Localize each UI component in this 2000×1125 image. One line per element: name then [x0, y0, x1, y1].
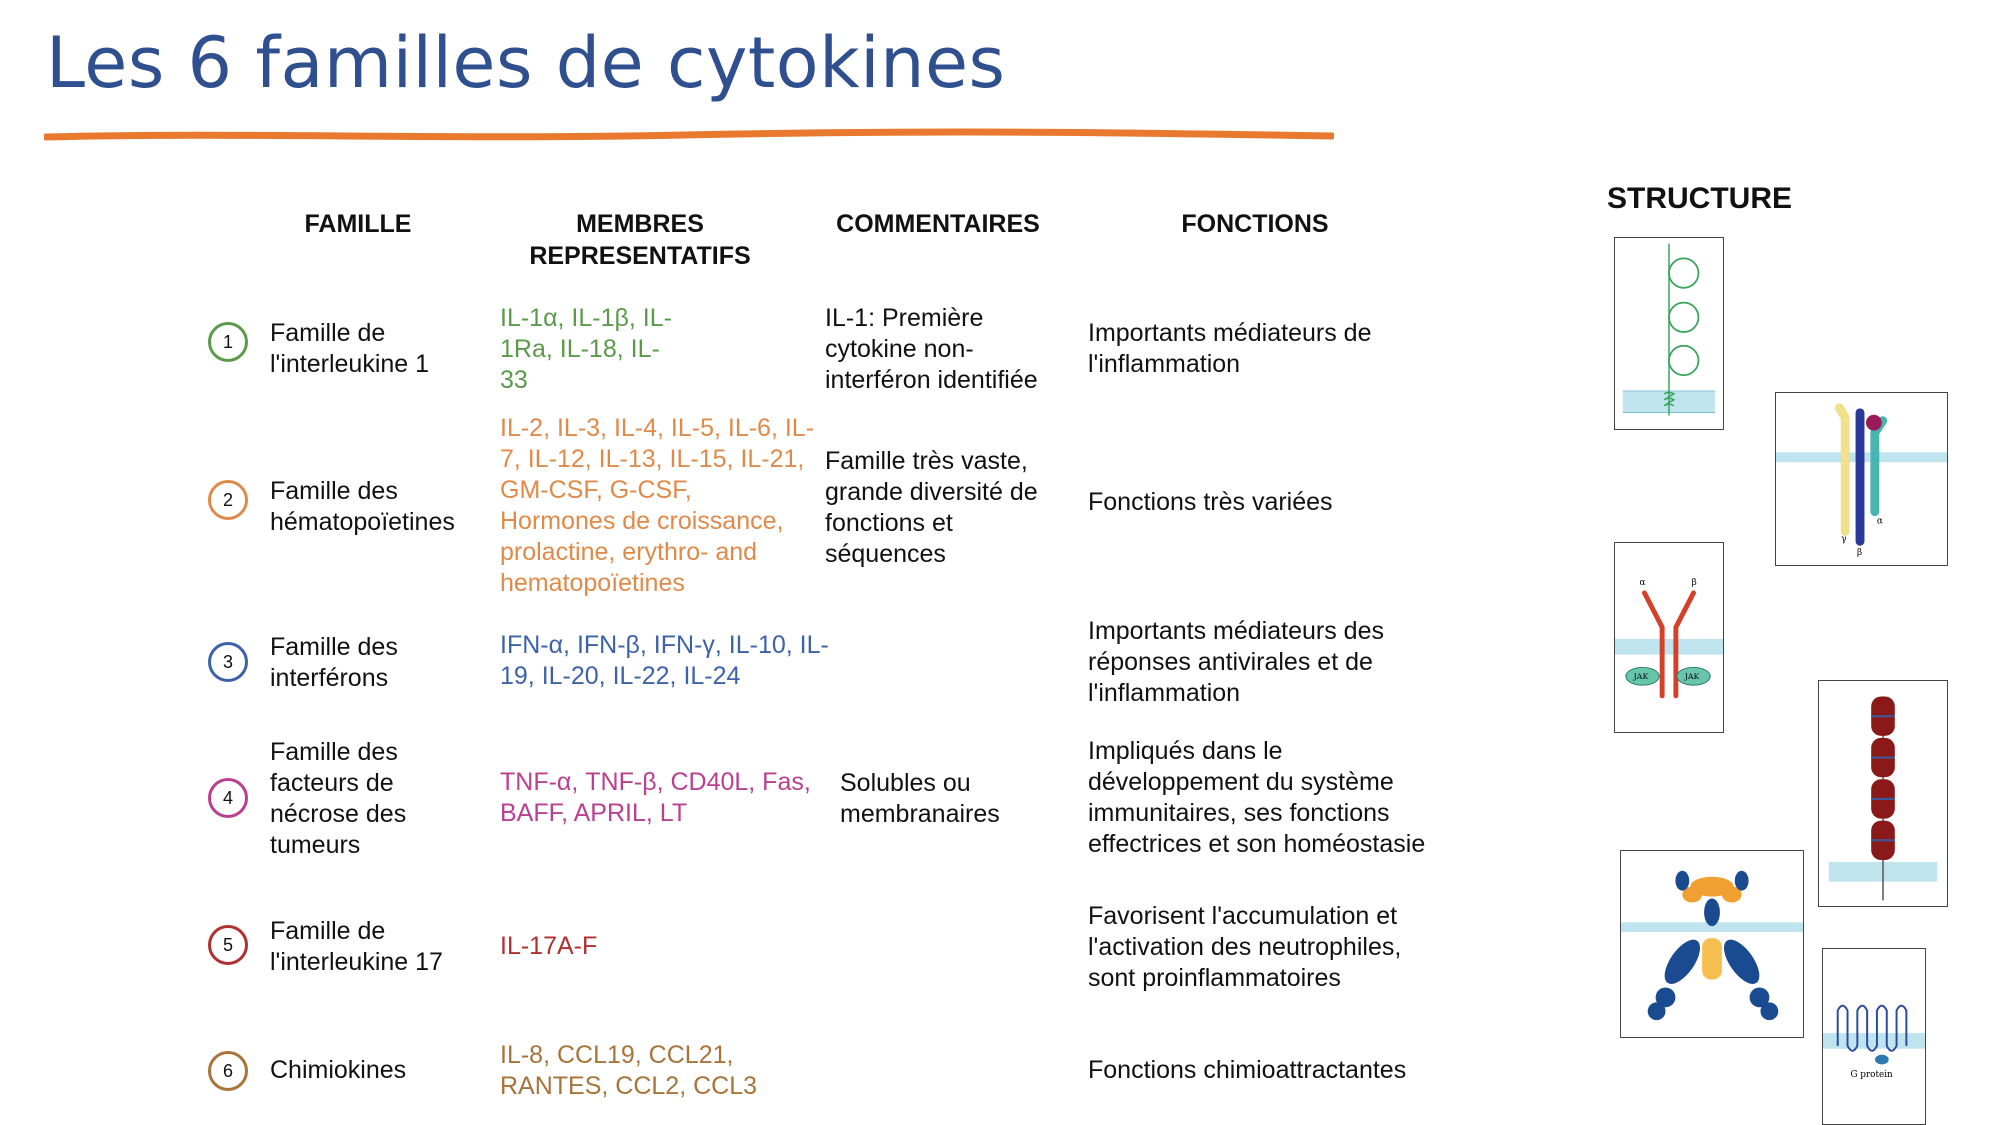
row-2-family-line: Famille des — [270, 477, 398, 505]
row-3-function-line: réponses antivirales et de — [1088, 648, 1373, 676]
row-5-family — [270, 916, 443, 978]
row-3-family-line: interférons — [270, 664, 389, 692]
row-3-function-line: Importants médiateurs des — [1088, 617, 1384, 645]
row-4-family-line: Famille des — [270, 738, 398, 766]
row-2-members — [500, 413, 814, 599]
row-6-members — [500, 1040, 757, 1102]
row-1-members-line: IL-1α, IL-1β, IL- — [500, 304, 672, 332]
row-1-comment-line: IL-1: Première — [825, 304, 984, 332]
label-jak-left: JAK — [1633, 672, 1649, 682]
row-2-family-line: hématopoïetines — [270, 508, 455, 536]
row-1-family-line: Famille de — [270, 319, 386, 347]
row-6-family — [270, 1055, 406, 1086]
row-5-members — [500, 931, 597, 962]
row-3-members-line: 19, IL-20, IL-22, IL-24 — [500, 662, 741, 690]
row-3-family-line: Famille des — [270, 633, 398, 661]
row-1-family-line: l'interleukine 1 — [270, 350, 430, 378]
row-2-members-line: IL-2, IL-3, IL-4, IL-5, IL-6, IL- — [500, 414, 815, 442]
row-6-members-line: IL-8, CCL19, CCL21, — [500, 1041, 734, 1069]
row-4-members — [500, 767, 811, 829]
row-3-members — [500, 630, 829, 692]
row-1-family — [270, 318, 429, 380]
label-alpha: α — [1876, 516, 1883, 527]
structure-chemokine-receptor-image — [1822, 948, 1926, 1125]
row-5-function-line: l'activation des neutrophiles, — [1088, 933, 1402, 961]
row-2-members-line: hematopoïetines — [500, 569, 685, 597]
row-2-members-line: Hormones de croissance, — [500, 507, 784, 535]
row-1-members-line: 1Ra, IL-18, IL- — [500, 335, 660, 363]
row-4-function-line: effectrices et son homéostasie — [1088, 830, 1426, 858]
row-5-family-line: Famille de — [270, 917, 386, 945]
row-3-family — [270, 632, 398, 694]
row-4-family — [270, 737, 406, 861]
row-6-function — [1088, 1055, 1406, 1086]
row-1-function-line: Importants médiateurs de — [1088, 319, 1372, 347]
label-alpha-ifn: α — [1639, 577, 1646, 588]
row-1-comment-line: cytokine non- — [825, 335, 974, 363]
title-underline — [44, 128, 1334, 144]
row-5-function-line: Favorisent l'accumulation et — [1088, 902, 1398, 930]
row-4-family-line: tumeurs — [270, 831, 361, 859]
row-4-family-line: facteurs de — [270, 769, 394, 797]
row-2-members-line: GM-CSF, G-CSF, — [500, 476, 692, 504]
row-4-comment — [840, 768, 1000, 830]
row-6-members-line: RANTES, CCL2, CCL3 — [500, 1072, 758, 1100]
header-fonctions: FONCTIONS — [1181, 210, 1329, 238]
structure-il17-receptor-image — [1620, 850, 1804, 1038]
row-4-function — [1088, 736, 1425, 860]
label-beta-ifn: β — [1691, 577, 1697, 588]
row-3-function — [1088, 616, 1384, 709]
label-gamma: γ — [1841, 534, 1847, 545]
header-famille: FAMILLE — [304, 210, 412, 238]
header-membres-line1: MEMBRES — [576, 210, 704, 238]
row-number-6: 6 — [208, 1051, 248, 1091]
row-1-members — [500, 303, 672, 396]
row-1-function-line: l'inflammation — [1088, 350, 1241, 378]
row-2-function — [1088, 487, 1333, 518]
row-1-function — [1088, 318, 1371, 380]
page-title: Les 6 familles de cytokines — [46, 22, 1006, 104]
row-6-function-line: Fonctions chimioattractantes — [1088, 1056, 1407, 1084]
row-3-function-line: l'inflammation — [1088, 679, 1241, 707]
label-g-protein: G protein — [1850, 1070, 1893, 1081]
row-4-family-line: nécrose des — [270, 800, 407, 828]
row-2-family — [270, 476, 455, 538]
row-2-comment-line: grande diversité de — [825, 478, 1038, 506]
row-6-family-line: Chimiokines — [270, 1056, 407, 1084]
row-2-comment-line: Famille très vaste, — [825, 447, 1028, 475]
row-number-3: 3 — [208, 642, 248, 682]
row-number-2: 2 — [208, 480, 248, 520]
row-1-comment — [825, 303, 1038, 396]
row-2-comment — [825, 446, 1038, 570]
row-2-members-line: prolactine, erythro- and — [500, 538, 758, 566]
row-4-comment-line: membranaires — [840, 800, 1000, 828]
structure-tnf-receptor-image — [1818, 680, 1948, 907]
row-5-function-line: sont proinflammatoires — [1088, 964, 1341, 992]
header-membres-line2: REPRESENTATIFS — [529, 242, 751, 270]
row-2-members-line: 7, IL-12, IL-13, IL-15, IL-21, — [500, 445, 805, 473]
row-5-function — [1088, 901, 1401, 994]
row-4-comment-line: Solubles ou — [840, 769, 971, 797]
row-4-members-line: BAFF, APRIL, LT — [500, 799, 688, 827]
row-4-function-line: immunitaires, ses fonctions — [1088, 799, 1390, 827]
row-5-family-line: l'interleukine 17 — [270, 948, 443, 976]
structure-il1-receptor-image — [1614, 237, 1724, 430]
row-number-5: 5 — [208, 925, 248, 965]
header-structure: STRUCTURE — [1607, 182, 1792, 215]
header-membres — [500, 208, 780, 272]
row-4-function-line: développement du système — [1088, 768, 1394, 796]
row-2-function-line: Fonctions très variées — [1088, 488, 1333, 516]
header-commentaires: COMMENTAIRES — [836, 210, 1040, 238]
row-1-comment-line: interféron identifiée — [825, 366, 1038, 394]
row-number-4: 4 — [208, 778, 248, 818]
structure-interferon-receptor-image — [1614, 542, 1724, 733]
structure-hematopoietin-receptor-image — [1775, 392, 1948, 566]
row-3-members-line: IFN-α, IFN-β, IFN-γ, IL-10, IL- — [500, 631, 829, 659]
label-jak-right: JAK — [1684, 672, 1700, 682]
row-5-members-line: IL-17A-F — [500, 932, 598, 960]
row-2-comment-line: séquences — [825, 540, 946, 568]
row-2-comment-line: fonctions et — [825, 509, 953, 537]
row-number-1: 1 — [208, 322, 248, 362]
row-4-function-line: Impliqués dans le — [1088, 737, 1283, 765]
row-1-members-line: 33 — [500, 366, 528, 394]
label-beta: β — [1857, 548, 1863, 559]
row-4-members-line: TNF-α, TNF-β, CD40L, Fas, — [500, 768, 811, 796]
